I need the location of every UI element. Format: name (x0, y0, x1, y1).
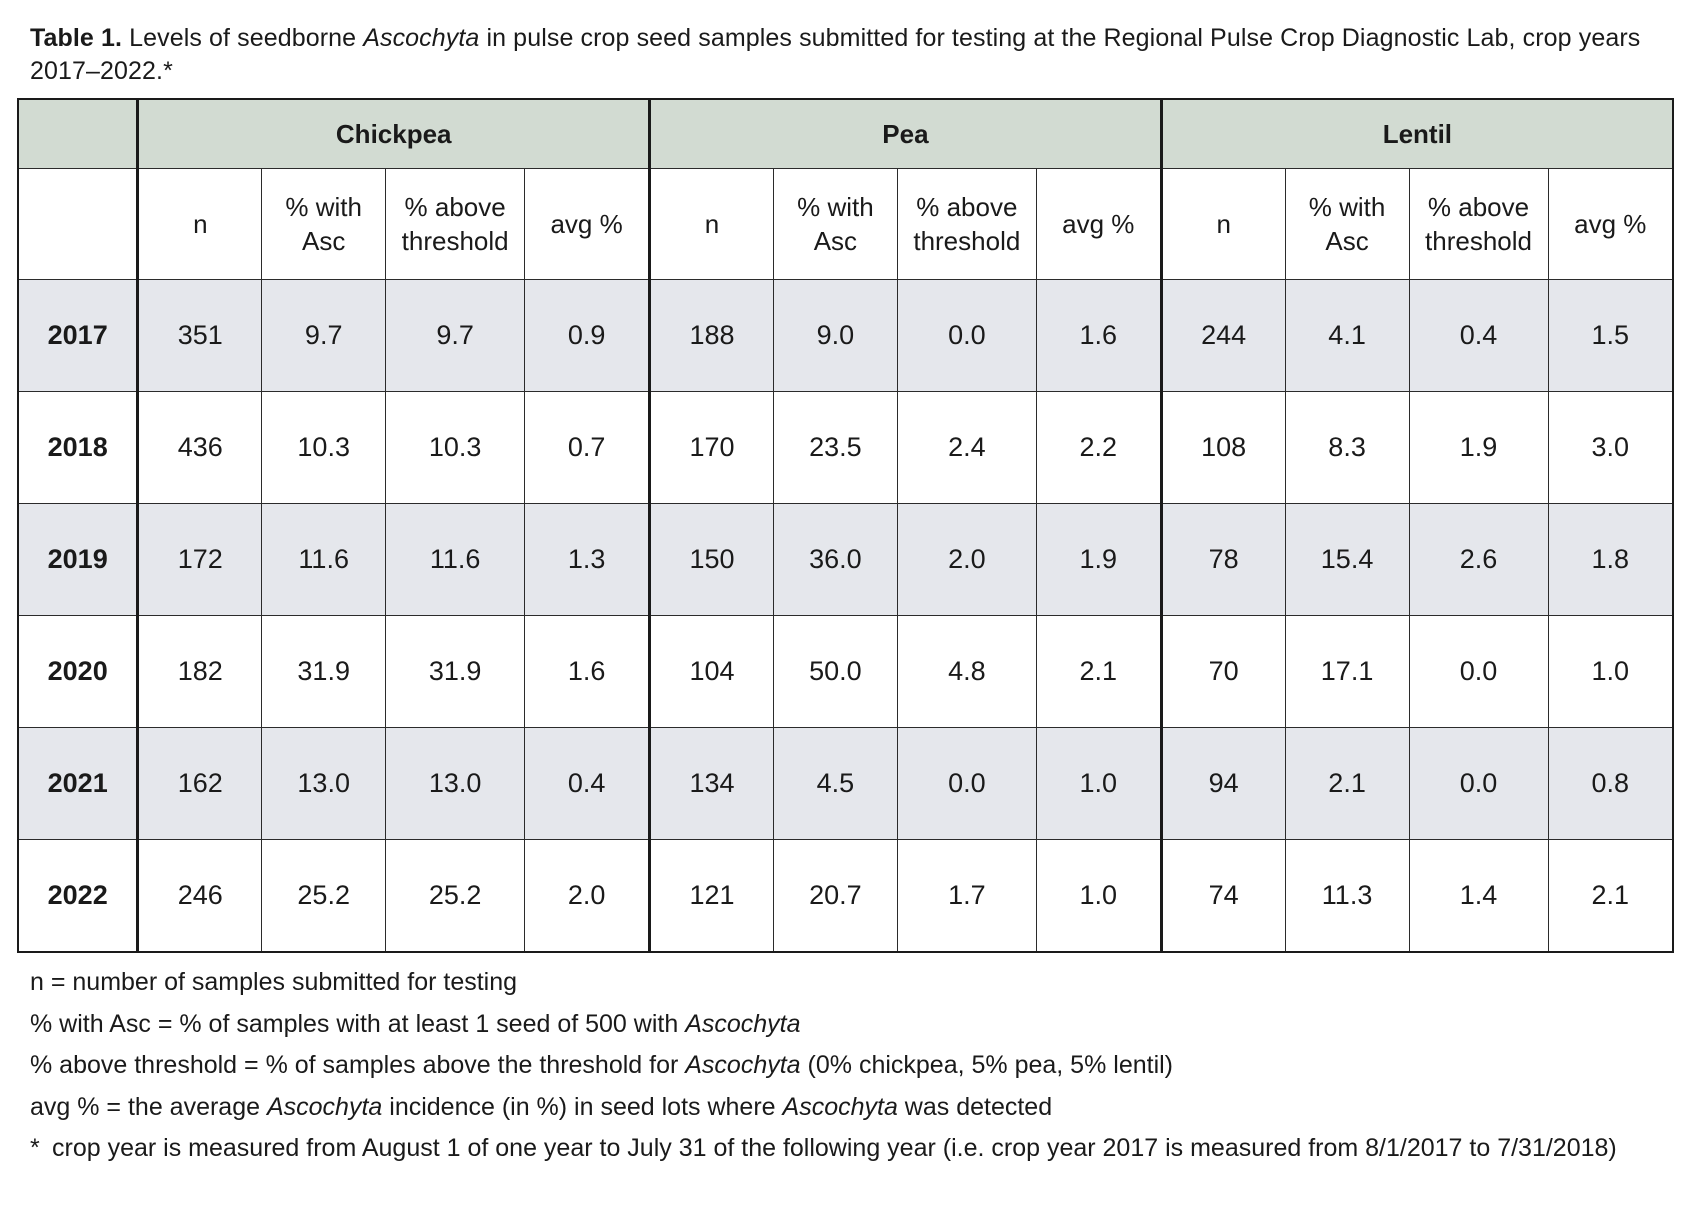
subheader-pct-with-asc: % with Asc (262, 169, 386, 280)
chickpea-pct-with-asc-cell: 13.0 (262, 728, 386, 840)
pea-pct-with-asc-cell: 20.7 (773, 840, 897, 953)
table-row (18, 280, 1673, 392)
note-asc-organism: Ascochyta (685, 1009, 801, 1038)
chickpea-n-cell: 162 (138, 728, 262, 840)
subheader-pct-above-threshold: % above threshold (386, 169, 525, 280)
crop-header-chickpea: Chickpea (138, 99, 650, 169)
note-n: n = number of samples submitted for testing (30, 968, 518, 996)
pea-avg-pct-cell: 2.2 (1036, 392, 1161, 504)
lentil-n-cell: 94 (1161, 728, 1285, 840)
chickpea-pct-with-asc-cell: 31.9 (262, 616, 386, 728)
chickpea-pct-above-threshold-cell: 31.9 (386, 616, 525, 728)
subheader-row (18, 169, 1673, 280)
subheader-blank (18, 169, 138, 280)
chickpea-pct-above-threshold-cell: 10.3 (386, 392, 525, 504)
note-avg-suffix: was detected (897, 1092, 1053, 1121)
subheader-avg-pct: avg % (1548, 169, 1673, 280)
lentil-avg-pct-cell: 3.0 (1548, 392, 1673, 504)
year-cell: 2019 (18, 504, 138, 616)
chickpea-pct-above-threshold-cell: 11.6 (386, 504, 525, 616)
chickpea-avg-pct-cell: 0.9 (525, 280, 650, 392)
pea-pct-with-asc-cell: 4.5 (773, 728, 897, 840)
pea-n-cell: 188 (650, 280, 774, 392)
note-avg-pct (30, 1087, 1660, 1129)
table-caption (30, 22, 1660, 88)
note-thr-suffix: (0% chickpea, 5% pea, 5% lentil) (800, 1051, 1174, 1079)
year-cell: 2021 (18, 728, 138, 840)
note-thr-text: % above threshold = % of samples above the threshold for (30, 1051, 686, 1079)
note-asc-text: % with Asc = % of samples with at least 1 seed of 500 with (30, 1009, 686, 1038)
caption-organism: Ascochyta (363, 24, 480, 52)
pea-avg-pct-cell: 1.0 (1036, 728, 1161, 840)
lentil-n-cell: 78 (1161, 504, 1285, 616)
note-avg-organism: Ascochyta (782, 1092, 898, 1121)
table-body (18, 280, 1673, 953)
lentil-pct-with-asc-cell: 8.3 (1285, 392, 1409, 504)
pea-pct-above-threshold-cell: 4.8 (897, 616, 1036, 728)
chickpea-n-cell: 246 (138, 840, 262, 953)
lentil-pct-above-threshold-cell: 2.6 (1409, 504, 1548, 616)
chickpea-avg-pct-cell: 0.4 (525, 728, 650, 840)
lentil-pct-with-asc-cell: 11.3 (1285, 840, 1409, 953)
pea-pct-with-asc-cell: 36.0 (773, 504, 897, 616)
footnote (30, 1132, 1660, 1165)
chickpea-avg-pct-cell: 1.3 (525, 504, 650, 616)
subheader-avg-pct: avg % (525, 169, 650, 280)
chickpea-pct-with-asc-cell: 10.3 (262, 392, 386, 504)
subheader-pct-with-asc: % with Asc (773, 169, 897, 280)
lentil-pct-above-threshold-cell: 1.9 (1409, 392, 1548, 504)
pea-avg-pct-cell: 1.9 (1036, 504, 1161, 616)
lentil-pct-with-asc-cell: 2.1 (1285, 728, 1409, 840)
pea-n-cell: 150 (650, 504, 774, 616)
note-avg-text: avg % = the average (30, 1092, 267, 1121)
chickpea-avg-pct-cell: 2.0 (525, 840, 650, 953)
lentil-avg-pct-cell: 1.0 (1548, 616, 1673, 728)
chickpea-n-cell: 351 (138, 280, 262, 392)
pea-pct-above-threshold-cell: 2.4 (897, 392, 1036, 504)
pea-pct-with-asc-cell: 50.0 (773, 616, 897, 728)
chickpea-avg-pct-cell: 0.7 (525, 392, 650, 504)
footnote-text: crop year is measured from August 1 of one year to July 31 of the following year (i.e. crop year 2017 is measured from 8/1/2017 to 7/31/2018) (52, 1134, 1617, 1162)
subheader-n: n (1161, 169, 1285, 280)
table-row (18, 840, 1673, 953)
caption-text-2: in pulse crop seed samples submitted for testing at the Regional Pulse Crop Diagnostic Lab, crop years 2017–2022.* (30, 24, 1641, 85)
chickpea-pct-with-asc-cell: 9.7 (262, 280, 386, 392)
lentil-pct-with-asc-cell: 15.4 (1285, 504, 1409, 616)
corner-cell (18, 99, 138, 169)
pea-avg-pct-cell: 1.6 (1036, 280, 1161, 392)
note-thr-organism: Ascochyta (685, 1051, 801, 1079)
table-row (18, 392, 1673, 504)
lentil-pct-above-threshold-cell: 1.4 (1409, 840, 1548, 953)
pea-n-cell: 121 (650, 840, 774, 953)
pea-pct-above-threshold-cell: 0.0 (897, 728, 1036, 840)
chickpea-pct-above-threshold-cell: 13.0 (386, 728, 525, 840)
chickpea-n-cell: 436 (138, 392, 262, 504)
lentil-avg-pct-cell: 1.8 (1548, 504, 1673, 616)
lentil-avg-pct-cell: 0.8 (1548, 728, 1673, 840)
note-avg-middle: incidence (in %) in seed lots where (382, 1092, 783, 1121)
note-pct-above-threshold (30, 1045, 1660, 1087)
lentil-pct-above-threshold-cell: 0.0 (1409, 728, 1548, 840)
chickpea-pct-above-threshold-cell: 9.7 (386, 280, 525, 392)
table-row (18, 504, 1673, 616)
year-cell: 2022 (18, 840, 138, 953)
pea-pct-with-asc-cell: 9.0 (773, 280, 897, 392)
lentil-n-cell: 70 (1161, 616, 1285, 728)
crop-header-pea: Pea (650, 99, 1162, 169)
lentil-avg-pct-cell: 1.5 (1548, 280, 1673, 392)
subheader-pct-above-threshold: % above threshold (897, 169, 1036, 280)
pea-n-cell: 134 (650, 728, 774, 840)
subheader-avg-pct: avg % (1036, 169, 1161, 280)
lentil-n-cell: 244 (1161, 280, 1285, 392)
pea-pct-above-threshold-cell: 2.0 (897, 504, 1036, 616)
year-cell: 2017 (18, 280, 138, 392)
subheader-n: n (138, 169, 262, 280)
lentil-pct-with-asc-cell: 17.1 (1285, 616, 1409, 728)
subheader-n: n (650, 169, 774, 280)
lentil-n-cell: 74 (1161, 840, 1285, 953)
pea-pct-above-threshold-cell: 1.7 (897, 840, 1036, 953)
footnote-mark: * (30, 1134, 40, 1162)
subheader-pct-above-threshold: % above threshold (1409, 169, 1548, 280)
lentil-pct-above-threshold-cell: 0.4 (1409, 280, 1548, 392)
pea-n-cell: 170 (650, 392, 774, 504)
note-pct-with-asc (30, 1004, 1660, 1046)
lentil-n-cell: 108 (1161, 392, 1285, 504)
table-row (18, 616, 1673, 728)
year-cell: 2018 (18, 392, 138, 504)
note-avg-organism: Ascochyta (266, 1092, 383, 1121)
lentil-pct-with-asc-cell: 4.1 (1285, 280, 1409, 392)
chickpea-avg-pct-cell: 1.6 (525, 616, 650, 728)
chickpea-pct-with-asc-cell: 25.2 (262, 840, 386, 953)
pea-avg-pct-cell: 1.0 (1036, 840, 1161, 953)
subheader-pct-with-asc: % with Asc (1285, 169, 1409, 280)
chickpea-n-cell: 182 (138, 616, 262, 728)
lentil-pct-above-threshold-cell: 0.0 (1409, 616, 1548, 728)
pea-pct-above-threshold-cell: 0.0 (897, 280, 1036, 392)
pea-avg-pct-cell: 2.1 (1036, 616, 1161, 728)
year-cell: 2020 (18, 616, 138, 728)
crop-header-lentil: Lentil (1161, 99, 1673, 169)
pea-n-cell: 104 (650, 616, 774, 728)
pea-pct-with-asc-cell: 23.5 (773, 392, 897, 504)
caption-label: Table 1. (30, 24, 123, 52)
table-notes (30, 962, 1660, 1165)
caption-text-1: Levels of seedborne (122, 24, 364, 52)
crop-header-row (18, 99, 1673, 169)
lentil-avg-pct-cell: 2.1 (1548, 840, 1673, 953)
chickpea-pct-with-asc-cell: 11.6 (262, 504, 386, 616)
chickpea-pct-above-threshold-cell: 25.2 (386, 840, 525, 953)
ascochyta-table (17, 98, 1674, 953)
table-row (18, 728, 1673, 840)
chickpea-n-cell: 172 (138, 504, 262, 616)
